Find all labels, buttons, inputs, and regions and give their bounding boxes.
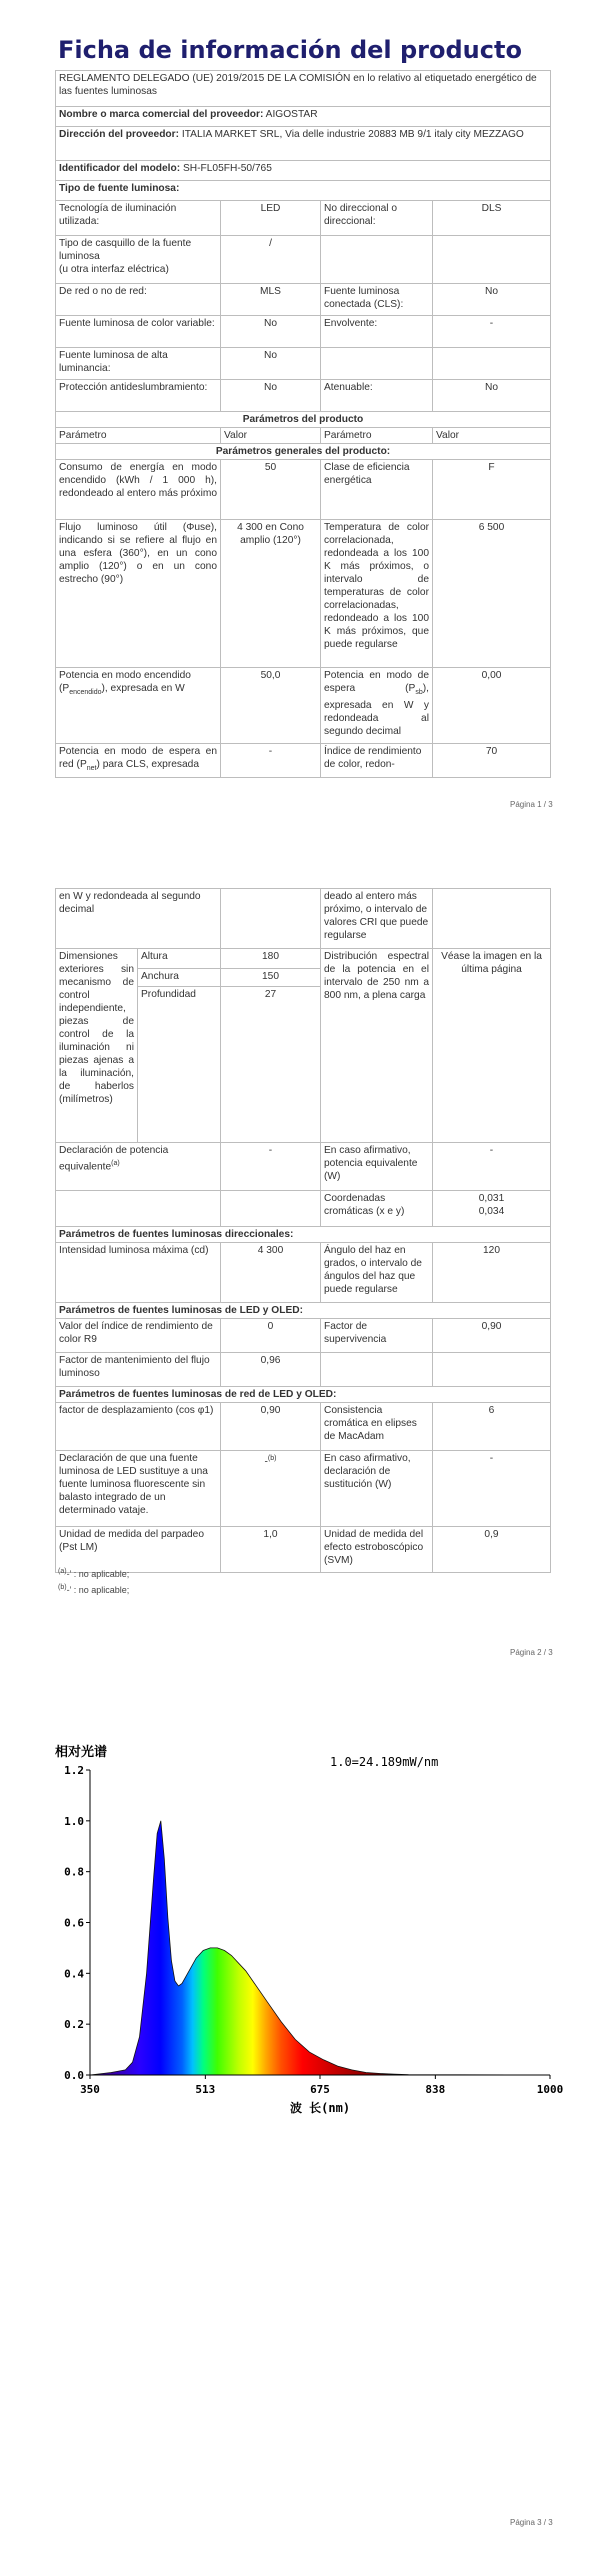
page-title: Ficha de información del producto <box>58 36 522 64</box>
mains-heading: Parámetros de fuentes luminosas de red de LED y OLED: <box>56 1387 551 1403</box>
page-3 <box>0 1700 603 2560</box>
led-row: Valor del índice de rendimiento de color R9 0 Factor de supervivencia 0,90 <box>56 1319 551 1353</box>
general-params-heading: Parámetros generales del producto: <box>56 444 551 460</box>
page-1 <box>0 0 603 830</box>
mains-row: Declaración de que una fuente luminosa de LED sustituye a una fuente luminosa fluorescente sin balasto integrado de un determinado vataje. -$^{(b)}$ En caso afirmativo, declaración de sustitución (W) - <box>56 1451 551 1527</box>
footnote-b: $^{(b)}$-’ : no aplicable; <box>58 1584 130 1595</box>
dimensions-row: Dimensiones exteriores sin mecanismo de control independiente, piezas de control de la iluminación ni piezas ajenas a la iluminación, de haberlos (milímetros) Altura 180 Distribución espectral de la potencia en el intervalo de 250 nm a 800 nm, a plena carga Véase la imagen en la última página <box>56 949 551 969</box>
y-tick-label: 0.6 <box>64 1916 84 1930</box>
product-params-heading: Parámetros del producto <box>56 412 551 428</box>
dimensions-row: Profundidad 27 <box>56 987 551 1143</box>
regulation-text: REGLAMENTO DELEGADO (UE) 2019/2015 DE LA COMISIÓN en lo relativo al etiquetado energético de las fuentes luminosas <box>56 71 551 107</box>
led-heading: Parámetros de fuentes luminosas de LED y OLED: <box>56 1303 551 1319</box>
product-info-table-cont <box>55 888 551 1573</box>
x-tick-label: 513 <box>195 2083 216 2096</box>
footnote-a: $^{(a)}$-’ : no aplicable; <box>58 1568 130 1579</box>
x-tick-label: 350 <box>80 2083 100 2096</box>
general-row: Consumo de energía en modo encendido (kWh / 1 000 h), redondeado al entero más próximo 50 Clase de eficiencia energética F <box>56 460 551 520</box>
address-row: Dirección del proveedor: ITALIA MARKET SRL, Via delle industrie 20883 MB 9/1 italy city MEZZAGO <box>56 127 551 161</box>
x-tick-label: 838 <box>425 2083 446 2096</box>
type-row: Tecnología de iluminación utilizada: LED No direccional o direccional: DLS <box>56 201 551 236</box>
directional-heading: Parámetros de fuentes luminosas direccionales: <box>56 1227 551 1243</box>
directional-row: Intensidad luminosa máxima (cd) 4 300 Ángulo del haz en grados, o intervalo de ángulos del haz que puede regularse 120 <box>56 1243 551 1303</box>
equiv-row: Declaración de potencia equivalente$^{(a)}$ - En caso afirmativo, potencia equivalente (W) - <box>56 1143 551 1191</box>
y-tick-label: 1.0 <box>64 1814 84 1828</box>
brand-row: Nombre o marca comercial del proveedor: AIGOSTAR <box>56 107 551 127</box>
plot-area <box>64 1764 563 2096</box>
type-heading: Tipo de fuente luminosa: <box>56 181 551 201</box>
type-row: Fuente luminosa de alta luminancia: No <box>56 348 551 380</box>
model-row: Identificador del modelo: SH-FL05FH-50/765 <box>56 161 551 181</box>
chart-title: 相对光谱 <box>55 1745 108 1760</box>
x-tick-label: 675 <box>310 2083 330 2096</box>
column-header-row: Parámetro Valor Parámetro Valor <box>56 428 551 444</box>
x-tick-label: 1000 <box>536 2083 564 2096</box>
mains-row: factor de desplazamiento (cos φ1) 0,90 Consistencia cromática en elipses de MacAdam 6 <box>56 1403 551 1451</box>
product-info-table <box>55 70 551 778</box>
type-row: Tipo de casquillo de la fuente luminosa (u otra interfaz eléctrica) / <box>56 236 551 284</box>
chroma-row: Coordenadas cromáticas (x e y) 0,031 0,034 <box>56 1191 551 1227</box>
dimensions-row: Anchura 150 <box>56 969 551 987</box>
type-row: Protección antideslumbramiento: No Atenuable: No <box>56 380 551 412</box>
spectrum-chart-svg <box>50 1740 570 2120</box>
type-row: De red o no de red: MLS Fuente luminosa conectada (CLS): No <box>56 284 551 316</box>
y-tick-label: 0.8 <box>64 1865 84 1879</box>
y-tick-label: 0.2 <box>64 2018 84 2032</box>
spectrum-chart <box>50 1740 570 2120</box>
y-tick-label: 0.0 <box>64 2069 84 2082</box>
general-row: Potencia en modo de espera en red $(P_{net})$ para CLS, expresada - Índice de rendimiento de color, redon- 70 <box>56 744 551 778</box>
type-row: Fuente luminosa de color variable: No Envolvente: - <box>56 316 551 348</box>
page-number: Página 3 / 3 <box>510 2518 553 2527</box>
general-row: Potencia en modo encendido $(P_{encendido})$, expresada en W 50,0 Potencia en modo de espera $(P_{sb})$, expresada en W y redondeada al segundo decimal 0,00 <box>56 668 551 744</box>
page-number: Página 1 / 3 <box>510 800 553 809</box>
general-row: en W y redondeada al segundo decimal deado al entero más próximo, o intervalo de valores CRI que puede regularse <box>56 889 551 949</box>
spectrum-area <box>90 1821 550 2075</box>
led-row: Factor de mantenimiento del flujo luminoso 0,96 <box>56 1353 551 1387</box>
page-number: Página 2 / 3 <box>510 1648 553 1657</box>
x-axis-label: 波 长(nm) <box>289 2101 351 2115</box>
y-tick-label: 0.4 <box>64 1967 84 1981</box>
page-2 <box>0 870 603 1670</box>
chart-annotation: 1.0=24.189mW/nm <box>330 1755 439 1769</box>
y-tick-label: 1.2 <box>64 1764 84 1777</box>
general-row: Flujo luminoso útil (Φuse), indicando si se refiere al flujo en una esfera (360°), en un cono amplio (120°) o en un cono estrecho (90°) 4 300 en Cono amplio (120°) Temperatura de color correlacionada, redondeada a los 100 K más próximos, o intervalo de temperaturas de color correlacionadas, redondeado a los 100 K más próximos, que puede regularse 6 500 <box>56 520 551 668</box>
mains-row: Unidad de medida del parpadeo (Pst LM) 1,0 Unidad de medida del efecto estroboscópico (SVM) 0,9 <box>56 1527 551 1573</box>
